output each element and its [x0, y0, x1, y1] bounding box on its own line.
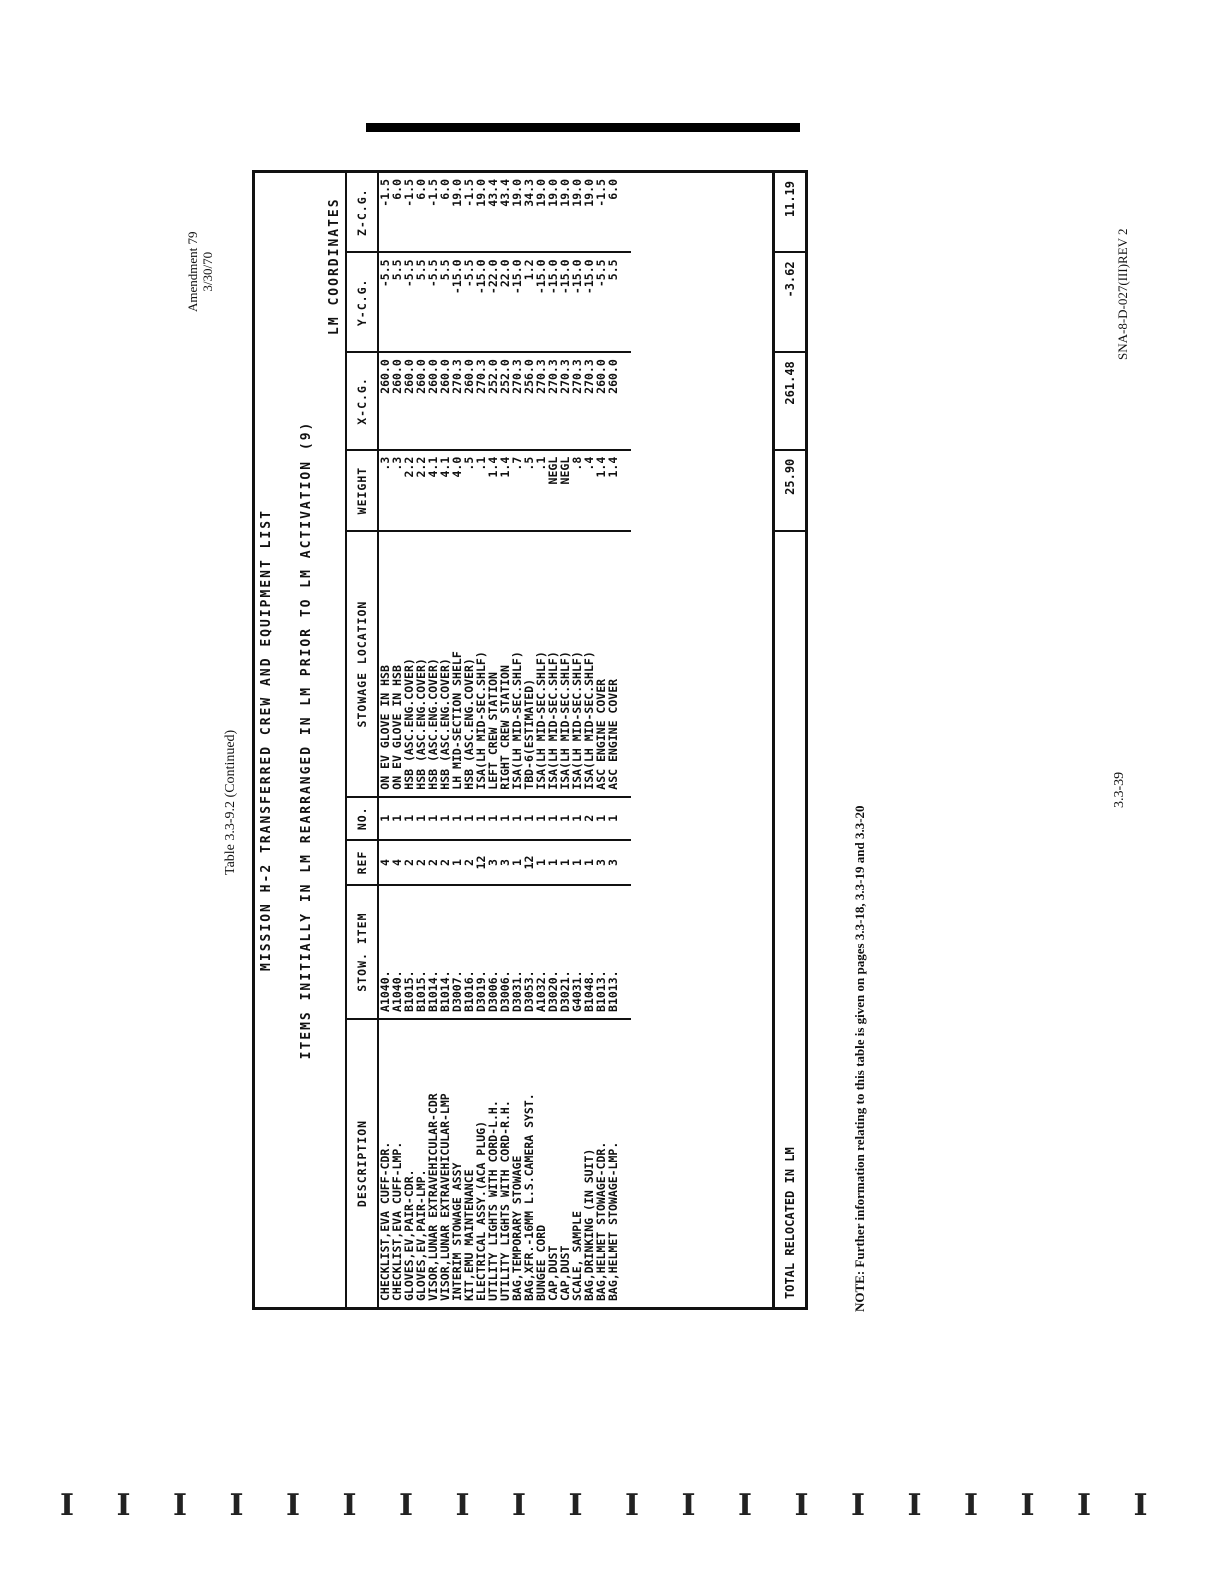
- cell-no: 1: [595, 797, 607, 840]
- cell-zcg: 6.0: [439, 173, 451, 252]
- cell-xcg: 260.0: [607, 352, 619, 450]
- cell-xcg: 270.3: [559, 352, 571, 450]
- cell-location: HSB (ASC.ENG.COVER): [463, 531, 475, 796]
- cell-no: 1: [523, 797, 535, 840]
- cell-xcg: 252.0: [487, 352, 499, 450]
- cell-stow-item: D3006.: [487, 885, 499, 1019]
- cell-ycg: -5.5: [427, 252, 439, 352]
- cell-ref: 4: [391, 840, 403, 885]
- cell-xcg: 260.0: [391, 352, 403, 450]
- edge-mark: I: [60, 1488, 75, 1523]
- cell-xcg: 270.3: [511, 352, 523, 450]
- spacer-cell: [619, 840, 631, 885]
- items-table: [345, 173, 631, 1307]
- cell-description: CAP,DUST: [546, 1245, 560, 1301]
- table-subtitle: ITEMS INITIALLY IN LM REARRANGED IN LM PRIOR TO LM ACTIVATION (9): [299, 420, 314, 1060]
- document-id: SNA-8-D-027(III)REV 2: [1115, 228, 1130, 360]
- cell-xcg: 260.0: [439, 352, 451, 450]
- edge-mark: I: [173, 1488, 188, 1523]
- cell-zcg: -1.5: [427, 173, 439, 252]
- table-row: [607, 173, 619, 1307]
- cell-no: 1: [607, 797, 619, 840]
- edge-mark: I: [512, 1488, 527, 1523]
- edge-mark: I: [907, 1488, 922, 1523]
- cell-no: 1: [378, 797, 391, 840]
- cell-zcg: 19.0: [535, 173, 547, 252]
- cell-stow-item: B1014.: [427, 885, 439, 1019]
- cell-description: BAG,XFR.-16MM L.S.CAMERA SYST.: [522, 1093, 536, 1301]
- cell-weight: 1.4: [487, 450, 499, 532]
- cell-xcg: 260.0: [378, 352, 391, 450]
- cell-location: ISA(LH MID-SEC.SHLF): [571, 531, 583, 796]
- cell-description: CHECKLIST,EVA CUFF-LMP.: [390, 1141, 404, 1301]
- edge-mark: I: [286, 1488, 301, 1523]
- amendment-label: Amendment 79: [185, 231, 200, 312]
- cell-xcg: 270.3: [475, 352, 487, 450]
- total-zcg: 11.19: [774, 173, 806, 252]
- cell-location: LH MID-SECTION SHELF: [451, 531, 463, 796]
- cell-ycg: 5.5: [391, 252, 403, 352]
- cell-location: RIGHT CREW STATION: [499, 531, 511, 796]
- col-description: DESCRIPTION: [346, 1019, 378, 1307]
- cell-stow-item: G4031.: [571, 885, 583, 1019]
- cell-no: 1: [547, 797, 559, 840]
- cell-weight: .5: [523, 450, 535, 532]
- cell-weight: .1: [535, 450, 547, 532]
- cell-stow-item: B1015.: [403, 885, 415, 1019]
- edge-mark: I: [964, 1488, 979, 1523]
- cell-ref: 4: [378, 840, 391, 885]
- cell-ref: 1: [535, 840, 547, 885]
- cell-no: 1: [475, 797, 487, 840]
- cell-no: 1: [499, 797, 511, 840]
- cell-no: 1: [427, 797, 439, 840]
- cell-weight: 4.1: [427, 450, 439, 532]
- cell-location: ISA(LH MID-SEC.SHLF): [583, 531, 595, 796]
- cell-no: 1: [451, 797, 463, 840]
- total-ycg: -3.62: [774, 252, 806, 352]
- cell-xcg: 270.3: [535, 352, 547, 450]
- cell-ycg: 5.5: [439, 252, 451, 352]
- cell-xcg: 252.0: [499, 352, 511, 450]
- cell-description: KIT,EMU MAINTENANCE: [462, 1169, 476, 1301]
- cell-weight: .4: [583, 450, 595, 532]
- cell-ycg: -15.0: [547, 252, 559, 352]
- cell-ycg: -15.0: [583, 252, 595, 352]
- cell-weight: NEGL: [559, 450, 571, 532]
- cell-ycg: -15.0: [511, 252, 523, 352]
- table-note: NOTE: Further information relating to this table is given on pages 3.3-18, 3.3-19 and 3.3-20: [852, 805, 867, 1312]
- cell-description: CAP,DUST: [558, 1245, 572, 1301]
- amendment-date: 3/30/70: [200, 251, 215, 292]
- cell-no: 1: [571, 797, 583, 840]
- cell-stow-item: D3031.: [511, 885, 523, 1019]
- cell-zcg: 19.0: [559, 173, 571, 252]
- cell-zcg: 43.4: [487, 173, 499, 252]
- cell-xcg: 260.0: [595, 352, 607, 450]
- cell-no: 1: [463, 797, 475, 840]
- col-no: NO.: [346, 797, 378, 840]
- cell-stow-item: A1040.: [378, 885, 391, 1019]
- cell-xcg: 260.0: [427, 352, 439, 450]
- cell-location: ISA(LH MID-SEC.SHLF): [559, 531, 571, 796]
- amendment-block: [185, 231, 215, 312]
- cell-ycg: 5.5: [607, 252, 619, 352]
- cell-location: ISA(LH MID-SEC.SHLF): [535, 531, 547, 796]
- cell-ref: 2: [403, 840, 415, 885]
- table-caption: Table 3.3-9.2 (Continued): [223, 729, 238, 875]
- cell-no: 1: [403, 797, 415, 840]
- spacer-cell: [619, 252, 631, 352]
- edge-mark: I: [1077, 1488, 1092, 1523]
- cell-ref: 1: [571, 840, 583, 885]
- col-stow-item: STOW. ITEM: [346, 885, 378, 1019]
- cell-stow-item: D3006.: [499, 885, 511, 1019]
- edge-mark: I: [1020, 1488, 1035, 1523]
- cell-ycg: -5.5: [463, 252, 475, 352]
- cell-zcg: 19.0: [451, 173, 463, 252]
- cell-no: 1: [487, 797, 499, 840]
- cell-description: VISOR,LUNAR EXTRAVEHICULAR-LMP: [438, 1093, 452, 1301]
- cell-xcg: 270.3: [451, 352, 463, 450]
- cell-ref: 1: [583, 840, 595, 885]
- page-number: 3.3-39: [1112, 771, 1127, 808]
- col-stowage-location: STOWAGE LOCATION: [346, 531, 378, 796]
- cell-stow-item: D3019.: [475, 885, 487, 1019]
- cell-weight: 1.4: [499, 450, 511, 532]
- cell-zcg: 19.0: [547, 173, 559, 252]
- cell-ref: 1: [451, 840, 463, 885]
- col-ref: REF: [346, 840, 378, 885]
- cell-no: 1: [535, 797, 547, 840]
- cell-location: ISA(LH MID-SEC.SHLF): [547, 531, 559, 796]
- cell-description: BAG,TEMPORARY STOWAGE: [510, 1155, 524, 1301]
- cell-weight: .5: [463, 450, 475, 532]
- cell-ref: 2: [439, 840, 451, 885]
- cell-zcg: 34.3: [523, 173, 535, 252]
- total-row: [774, 173, 806, 1307]
- edge-mark: I: [399, 1488, 414, 1523]
- cell-zcg: -1.5: [378, 173, 391, 252]
- cell-ycg: 1.2: [523, 252, 535, 352]
- cell-xcg: 270.3: [583, 352, 595, 450]
- cell-weight: 1.4: [595, 450, 607, 532]
- cell-location: HSB (ASC.ENG.COVER): [427, 531, 439, 796]
- cell-location: TBD-6(ESTIMATED): [523, 531, 535, 796]
- cell-location: HSB (ASC.ENG.COVER): [415, 531, 427, 796]
- cell-zcg: 43.4: [499, 173, 511, 252]
- cell-location: ASC ENGINE COVER: [595, 531, 607, 796]
- cell-xcg: 260.0: [403, 352, 415, 450]
- spacer-cell: [619, 450, 631, 532]
- cell-ref: 2: [415, 840, 427, 885]
- cell-ycg: -22.0: [487, 252, 499, 352]
- edge-mark: I: [794, 1488, 809, 1523]
- cell-description: VISOR,LUNAR EXTRAVEHICULAR-CDR: [426, 1093, 440, 1301]
- cell-location: ASC ENGINE COVER: [607, 531, 619, 796]
- edge-mark: I: [738, 1488, 753, 1523]
- cell-weight: .1: [475, 450, 487, 532]
- black-bar: [366, 123, 800, 132]
- cell-stow-item: B1048.: [583, 885, 595, 1019]
- cell-ycg: -5.5: [595, 252, 607, 352]
- col-weight: WEIGHT: [346, 450, 378, 532]
- cell-weight: .3: [378, 450, 391, 532]
- cell-zcg: 6.0: [607, 173, 619, 252]
- cell-description: GLOVES,EV,PAIR-CDR.: [402, 1169, 416, 1301]
- col-zcg: Z-C.G.: [346, 173, 378, 252]
- cell-description: BUNGEE CORD: [534, 1224, 548, 1301]
- cell-ycg: -15.0: [475, 252, 487, 352]
- total-xcg: 261.48: [774, 352, 806, 450]
- cell-ref: 1: [511, 840, 523, 885]
- cell-ycg: -5.5: [403, 252, 415, 352]
- edge-mark: I: [851, 1488, 866, 1523]
- cell-stow-item: B1013.: [595, 885, 607, 1019]
- cell-ref: 12: [523, 840, 535, 885]
- cell-location: HSB (ASC.ENG.COVER): [403, 531, 415, 796]
- cell-stow-item: D3020.: [547, 885, 559, 1019]
- lm-coordinates-heading: LM COORDINATES: [327, 197, 342, 335]
- cell-xcg: 270.3: [547, 352, 559, 450]
- col-ycg: Y-C.G.: [346, 252, 378, 352]
- cell-ref: 1: [559, 840, 571, 885]
- total-table: [772, 173, 805, 1307]
- equipment-table: [252, 170, 808, 1310]
- cell-description: CHECKLIST,EVA CUFF-CDR.: [378, 1141, 392, 1301]
- spacer-cell: [619, 173, 631, 252]
- cell-xcg: 260.0: [415, 352, 427, 450]
- cell-xcg: 256.0: [523, 352, 535, 450]
- cell-weight: .3: [391, 450, 403, 532]
- cell-ycg: 5.5: [415, 252, 427, 352]
- cell-stow-item: B1015.: [415, 885, 427, 1019]
- spacer-cell: [619, 531, 631, 796]
- cell-description: BAG,HELMET STOWAGE-CDR.: [594, 1141, 608, 1301]
- cell-weight: NEGL: [547, 450, 559, 532]
- cell-stow-item: D3021.: [559, 885, 571, 1019]
- cell-no: 1: [511, 797, 523, 840]
- spacer-row: [619, 173, 631, 1307]
- cell-zcg: 19.0: [571, 173, 583, 252]
- cell-location: ISA(LH MID-SEC.SHLF): [511, 531, 523, 796]
- cell-description: UTILITY LIGHTS WITH CORD-R.H.: [498, 1100, 512, 1301]
- cell-ref: 3: [499, 840, 511, 885]
- cell-stow-item: D3007.: [451, 885, 463, 1019]
- spacer-cell: [619, 797, 631, 840]
- cell-xcg: 260.0: [463, 352, 475, 450]
- edge-mark: I: [1133, 1488, 1148, 1523]
- items-body: [378, 173, 631, 1307]
- cell-zcg: 19.0: [583, 173, 595, 252]
- edge-mark: I: [681, 1488, 696, 1523]
- edge-mark: I: [455, 1488, 470, 1523]
- cell-ref: 2: [427, 840, 439, 885]
- cell-ref: 3: [595, 840, 607, 885]
- edge-mark: I: [568, 1488, 583, 1523]
- edge-mark: I: [625, 1488, 640, 1523]
- cell-description: UTILITY LIGHTS WITH CORD-L.H.: [486, 1100, 500, 1301]
- cell-zcg: 19.0: [511, 173, 523, 252]
- cell-ref: 3: [487, 840, 499, 885]
- cell-description: SCALE, SAMPLE: [570, 1210, 584, 1301]
- cell-weight: 2.2: [403, 450, 415, 532]
- cell-weight: 4.0: [451, 450, 463, 532]
- cell-ref: 1: [547, 840, 559, 885]
- cell-location: ISA(LH MID-SEC.SHLF): [475, 531, 487, 796]
- cell-no: 1: [391, 797, 403, 840]
- total-weight: 25.90: [774, 450, 806, 532]
- cell-weight: 2.2: [415, 450, 427, 532]
- cell-stow-item: B1013.: [607, 885, 619, 1019]
- cell-zcg: -1.5: [403, 173, 415, 252]
- edge-marks: [60, 1488, 1160, 1528]
- cell-ycg: -15.0: [559, 252, 571, 352]
- cell-location: ON EV GLOVE IN HSB: [391, 531, 403, 796]
- cell-weight: 4.1: [439, 450, 451, 532]
- table-title: MISSION H-2 TRANSFERRED CREW AND EQUIPMENT LIST: [259, 509, 274, 971]
- cell-location: LEFT CREW STATION: [487, 531, 499, 796]
- cell-location: ON EV GLOVE IN HSB: [378, 531, 391, 796]
- cell-stow-item: B1016.: [463, 885, 475, 1019]
- cell-zcg: 6.0: [415, 173, 427, 252]
- cell-ycg: -5.5: [378, 252, 391, 352]
- cell-description: ELECTRICAL ASSY.(ACA PLUG): [474, 1120, 488, 1301]
- cell-ycg: -15.0: [451, 252, 463, 352]
- cell-stow-item: A1032.: [535, 885, 547, 1019]
- cell-ycg: -15.0: [571, 252, 583, 352]
- spacer-cell: [619, 352, 631, 450]
- cell-zcg: 19.0: [475, 173, 487, 252]
- total-label: TOTAL RELOCATED IN LM: [774, 531, 806, 1307]
- edge-mark: I: [229, 1488, 244, 1523]
- cell-ref: 2: [463, 840, 475, 885]
- cell-weight: 1.4: [607, 450, 619, 532]
- table-frame: [252, 170, 808, 1310]
- cell-ref: 12: [475, 840, 487, 885]
- cell-location: HSB (ASC.ENG.COVER): [439, 531, 451, 796]
- cell-stow-item: D3053.: [523, 885, 535, 1019]
- spacer-cell: [619, 1019, 631, 1307]
- cell-weight: .8: [571, 450, 583, 532]
- cell-weight: .7: [511, 450, 523, 532]
- spacer-cell: [619, 885, 631, 1019]
- cell-description: GLOVES,EV,PAIR-LMP.: [414, 1169, 428, 1301]
- cell-zcg: -1.5: [595, 173, 607, 252]
- cell-no: 2: [583, 797, 595, 840]
- cell-no: 1: [559, 797, 571, 840]
- edge-mark: I: [116, 1488, 131, 1523]
- cell-description: BAG,DRINKING (IN SUIT): [582, 1148, 596, 1301]
- cell-stow-item: A1040.: [391, 885, 403, 1019]
- edge-mark: I: [342, 1488, 357, 1523]
- cell-xcg: 270.3: [571, 352, 583, 450]
- cell-ref: 3: [607, 840, 619, 885]
- header-row: [346, 173, 378, 1307]
- col-xcg: X-C.G.: [346, 352, 378, 450]
- cell-no: 1: [415, 797, 427, 840]
- cell-zcg: 6.0: [391, 173, 403, 252]
- cell-description: BAG,HELMET STOWAGE-LMP.: [606, 1141, 620, 1301]
- cell-stow-item: B1014.: [439, 885, 451, 1019]
- cell-zcg: -1.5: [463, 173, 475, 252]
- cell-description: INTERIM STOWAGE ASSY: [450, 1162, 464, 1301]
- cell-ycg: -15.0: [535, 252, 547, 352]
- cell-no: 1: [439, 797, 451, 840]
- cell-ycg: 22.0: [499, 252, 511, 352]
